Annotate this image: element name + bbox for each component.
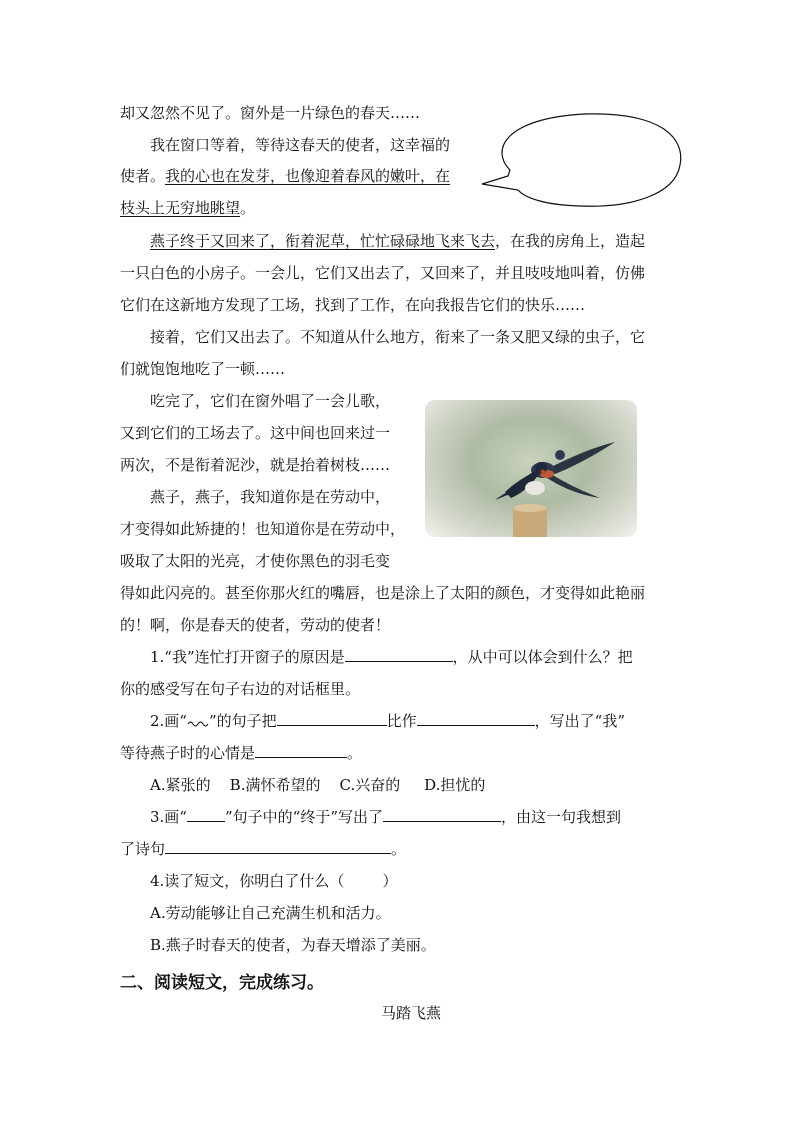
swallows-illustration [425,400,637,537]
answer-blank[interactable] [345,647,453,662]
question-text: 了诗句 [120,840,166,858]
question-text: 1.“我”连忙打开窗子的原因是 [150,648,345,666]
passage-text: 。 [240,199,256,217]
passage-line: 两次，不是衔着泥沙，就是抬着树枝…… [120,456,391,474]
question-4-option-b[interactable]: B.燕子时春天的使者，为春天增添了美丽。 [150,936,436,954]
question-text: ”的句子把 [208,712,277,730]
question-2-line-2 [120,743,362,763]
section-heading: 二、阅读短文，完成练习。 [120,973,324,993]
question-3-line-2 [120,839,406,859]
question-1 [150,647,633,667]
passage-line [120,166,450,186]
answer-blank[interactable] [383,807,501,822]
question-2-options[interactable]: A.紧张的 B.满怀希望的 C.兴奋的 D.担忧的 [150,776,486,794]
question-3 [150,807,621,827]
question-text: ”句子中的“终于”写出了 [224,808,383,826]
wavy-underline-icon [187,717,209,727]
passage-line: 接着，它们又出去了。不知道从什么地方，衔来了一条又肥又绿的虫子，它 [150,328,646,346]
passage-line: 一只白色的小房子。一会儿，它们又出去了，又回来了，并且吱吱地叫着，仿佛 [120,264,646,282]
passage-line: 的！啊，你是春天的使者，劳动的使者！ [120,616,391,634]
swallows-photo [425,400,637,537]
question-text: ，写出了“我” [534,712,626,730]
passage-line [150,231,645,251]
passage-text: 使者。 [120,167,166,185]
passage-line [120,198,255,218]
passage-line: 吸取了太阳的光亮，才使你黑色的羽毛变 [120,552,391,570]
passage-line: 才变得如此矫捷的！也知道你是在劳动中， [120,520,406,538]
question-text: 3.画“ [150,808,187,826]
straight-underline-mark [187,807,225,822]
question-text: ，由这一句我想到 [501,808,622,826]
passage-line: 我在窗口等着，等待这春天的使者，这幸福的 [150,136,451,154]
question-text: ，从中可以体会到什么？把 [452,648,633,666]
passage-line: 却又忽然不见了。窗外是一片绿色的春天…… [120,104,421,122]
underlined-sentence: 枝头上无穷地眺望 [120,199,241,217]
question-text: 。 [347,744,363,762]
question-text: 等待燕子时的心情是 [120,744,256,762]
speech-bubble-answer-box[interactable] [480,110,690,210]
answer-blank[interactable] [165,839,391,854]
passage-text: ，在我的房角上，造起 [495,232,646,250]
question-text: 2.画“ [150,712,187,730]
question-4-option-a[interactable]: A.劳动能够让自己充满生机和活力。 [150,904,391,922]
question-text: 你的感受写在句子右边的对话框里。 [120,680,361,698]
question-4[interactable]: 4.读了短文，你明白了什么（ ） [150,872,398,890]
passage-line: 它们在这新地方发现了工场，找到了工作，在向我报告它们的快乐…… [120,296,586,314]
passage-line: 们就饱饱地吃了一顿…… [120,360,286,378]
underlined-sentence: 燕子终于又回来了，衔着泥草，忙忙碌碌地飞来飞去 [150,232,496,250]
article-title: 马踏飞燕 [381,1004,442,1022]
question-text: 比作 [386,712,417,730]
question-text: 。 [391,840,407,858]
question-2 [150,711,625,731]
answer-blank[interactable] [255,743,347,758]
passage-line: 又到它们的工场去了。这中间也回来过一 [120,424,391,442]
answer-blank[interactable] [417,711,535,726]
passage-line: 吃完了，它们在窗外唱了一会儿歌， [150,392,391,410]
passage-line: 得如此闪亮的。甚至你那火红的嘴唇，也是涂上了太阳的颜色，才变得如此艳丽 [120,584,646,602]
underlined-sentence: 我的心也在发芽，也像迎着春风的嫩叶，在 [165,167,451,185]
passage-line: 燕子，燕子，我知道你是在劳动中， [150,488,391,506]
answer-blank[interactable] [277,711,387,726]
